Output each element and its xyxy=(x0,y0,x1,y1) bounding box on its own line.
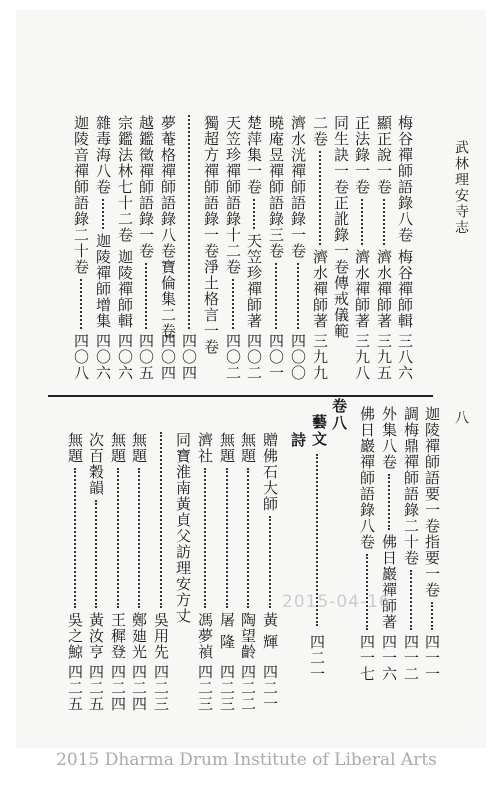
poem-entry xyxy=(110,432,126,712)
poem-page-number: 四二五 xyxy=(87,664,105,712)
section-entry xyxy=(308,406,328,682)
top-entry xyxy=(203,115,219,381)
poem-page-number: 四二四 xyxy=(130,664,148,712)
leader-dots xyxy=(204,468,206,608)
leader-dots xyxy=(145,263,147,329)
poem-entry xyxy=(240,432,256,712)
leader-dots xyxy=(117,468,119,608)
bottom-upper-entry xyxy=(424,406,440,682)
top-entry xyxy=(268,115,284,381)
top-page-number: 四〇五 xyxy=(137,333,155,381)
poem-title: 次百穀韻 xyxy=(87,432,105,496)
top-title: 楚萍集一卷 xyxy=(245,115,263,195)
poem-title: 無題 xyxy=(239,432,257,464)
volume-heading: 卷八 xyxy=(330,398,348,432)
leader-dots xyxy=(410,570,412,630)
leader-dots xyxy=(138,468,140,608)
leader-dots xyxy=(297,263,299,329)
poem-author: 陶望齡 xyxy=(239,612,257,660)
leader-dots xyxy=(247,468,249,608)
leader-dots xyxy=(95,500,97,608)
bottom-upper-page-number: 四一六 xyxy=(380,634,398,682)
bottom-upper-page-number: 四一一 xyxy=(423,634,441,682)
poem-page-number: 四二二 xyxy=(239,664,257,712)
leader-dots xyxy=(388,474,390,530)
page-number: 八 xyxy=(453,410,469,425)
poem-author: 黃 輝 xyxy=(261,612,279,650)
bottom-upper-author: 佛日巖禪師著 xyxy=(380,534,398,630)
top-title: 夢菴格禪師語錄八卷寶倫集二卷 xyxy=(159,115,177,339)
poem-page-number: 四二三 xyxy=(218,664,236,712)
poem-author: 馮夢禎 xyxy=(196,612,214,660)
section-divider xyxy=(48,395,433,397)
bottom-upper-entry xyxy=(359,406,375,682)
top-author: 濟水禪師著 xyxy=(311,249,329,329)
leader-dots xyxy=(431,602,433,630)
top-entry xyxy=(312,115,328,381)
top-title: 顯正說一卷 xyxy=(375,115,393,195)
top-page-number: 三八六 xyxy=(396,333,414,381)
bottom-upper-entry xyxy=(403,406,419,682)
top-author: 梅谷禪師輯 xyxy=(396,249,414,329)
top-entry xyxy=(181,115,197,381)
top-title: 越鑑徵禪師語錄一卷 xyxy=(137,115,155,259)
top-page-number: 四〇八 xyxy=(72,333,90,381)
top-title: 曉庵昱禪師語錄三卷 xyxy=(267,115,285,259)
poem-title: 濟社 xyxy=(196,432,214,464)
top-page-number: 四〇六 xyxy=(94,333,112,381)
leader-dots xyxy=(102,199,104,229)
top-entry xyxy=(246,115,262,381)
top-title: 同生訣一卷正訛錄一卷傳戒儀範 xyxy=(332,115,350,339)
footer-credit: 2015 Dharma Drum Institute of Liberal Arts xyxy=(56,750,437,770)
top-page-number: 四〇四 xyxy=(159,333,177,381)
top-title: 天笠珍禪師語錄十二卷 xyxy=(224,115,242,275)
top-title: 宗鑑法林七十二卷 xyxy=(116,115,134,243)
top-title: 梅谷禪師語錄八卷 xyxy=(396,115,414,243)
top-entry xyxy=(397,115,413,381)
top-author: 濟水禪師著 xyxy=(353,249,371,329)
top-page-number: 四〇二 xyxy=(224,333,242,381)
book-title: 武林理安寺志 xyxy=(453,140,469,236)
poem-page-number: 四二一 xyxy=(261,664,279,712)
top-title: 正法錄一卷 xyxy=(353,115,371,195)
leader-dots xyxy=(319,151,321,245)
top-entry xyxy=(73,115,89,381)
leader-dots xyxy=(226,468,228,608)
poem-author: 吳之鯨 xyxy=(66,612,84,660)
poem-page-number: 四二三 xyxy=(196,664,214,712)
poem-entry xyxy=(175,432,191,712)
leader-dots xyxy=(80,279,82,329)
top-page-number: 四〇二 xyxy=(245,333,263,381)
leader-dots xyxy=(74,468,76,608)
scan-date-watermark: 2015-04-16 xyxy=(282,592,391,612)
leader-dots xyxy=(269,516,271,608)
leader-dots xyxy=(253,199,255,229)
top-author: 迦陵禪師增集 xyxy=(94,233,112,329)
top-entry xyxy=(95,115,111,381)
top-entry xyxy=(117,115,133,381)
section-page-number: 四二一 xyxy=(308,634,326,682)
bottom-upper-title: 迦陵禪師語要一卷指要一卷 xyxy=(423,406,441,598)
top-entry xyxy=(354,115,370,381)
leader-dots xyxy=(188,115,190,329)
top-page-number: 三九五 xyxy=(375,333,393,381)
bottom-upper-title: 調梅鼎禪師語錄二十卷 xyxy=(402,406,420,566)
section-heading: 藝文 xyxy=(310,414,328,448)
top-entry xyxy=(160,115,176,381)
poem-entry xyxy=(219,432,235,712)
poem-author: 鄭廸光 xyxy=(130,612,148,660)
top-entry xyxy=(333,115,349,381)
top-title: 迦陵音禪師語錄二十卷 xyxy=(72,115,90,275)
top-entry xyxy=(290,115,306,381)
poem-title: 同寶淮南黃貞父訪理安方丈 xyxy=(174,432,192,624)
poem-entry xyxy=(197,432,213,712)
top-page-number: 四〇六 xyxy=(116,333,134,381)
poem-author: 王穉登 xyxy=(109,612,127,660)
poem-entry xyxy=(88,432,104,712)
top-title: 獨超方禪師語錄一卷淨土格言一卷 xyxy=(202,115,220,355)
top-title: 二卷 xyxy=(311,115,329,147)
poem-title: 無題 xyxy=(130,432,148,464)
bottom-upper-page-number: 四一二 xyxy=(402,634,420,682)
poem-author: 黃汝亨 xyxy=(87,612,105,660)
leader-dots xyxy=(361,199,363,245)
poem-title: 無題 xyxy=(109,432,127,464)
leader-dots xyxy=(275,263,277,329)
poem-page-number: 四二五 xyxy=(66,664,84,712)
top-page-number: 四〇〇 xyxy=(289,333,307,381)
top-page-number: 四〇一 xyxy=(267,333,285,381)
subsection-heading: 詩 xyxy=(289,432,307,449)
leader-dots xyxy=(232,279,234,329)
bottom-upper-title: 外集八卷 xyxy=(380,406,398,470)
poem-entry xyxy=(153,432,169,712)
bottom-upper-title: 佛日巖禪師語錄八卷 xyxy=(358,406,376,550)
leader-dots xyxy=(383,199,385,245)
poem-entry xyxy=(67,432,83,712)
top-entry xyxy=(225,115,241,381)
top-entry xyxy=(376,115,392,381)
leader-dots xyxy=(160,432,162,608)
poem-entry xyxy=(131,432,147,712)
poem-page-number: 四二四 xyxy=(109,664,127,712)
poem-author: 吳用先 xyxy=(152,612,170,660)
poem-page-number: 四二三 xyxy=(152,664,170,712)
top-title: 雜毒海八卷 xyxy=(94,115,112,195)
top-entry xyxy=(138,115,154,381)
poem-title: 無題 xyxy=(66,432,84,464)
poem-title: 贈佛石大師 xyxy=(261,432,279,512)
top-page-number: 三九八 xyxy=(353,333,371,381)
top-title: 濟水洸禪師語錄一卷 xyxy=(289,115,307,259)
poem-title: 無題 xyxy=(218,432,236,464)
top-page-number: 三九九 xyxy=(311,333,329,381)
poem-entry xyxy=(262,432,278,712)
top-author: 濟水禪師著 xyxy=(375,249,393,329)
top-author: 迦陵禪師輯 xyxy=(116,249,134,329)
bottom-upper-page-number: 四一七 xyxy=(358,634,376,682)
top-page-number: 四〇四 xyxy=(180,333,198,381)
top-author: 天笠珍禪師著 xyxy=(245,233,263,329)
bottom-upper-entry xyxy=(381,406,397,682)
poem-author: 屠 隆 xyxy=(218,612,236,650)
